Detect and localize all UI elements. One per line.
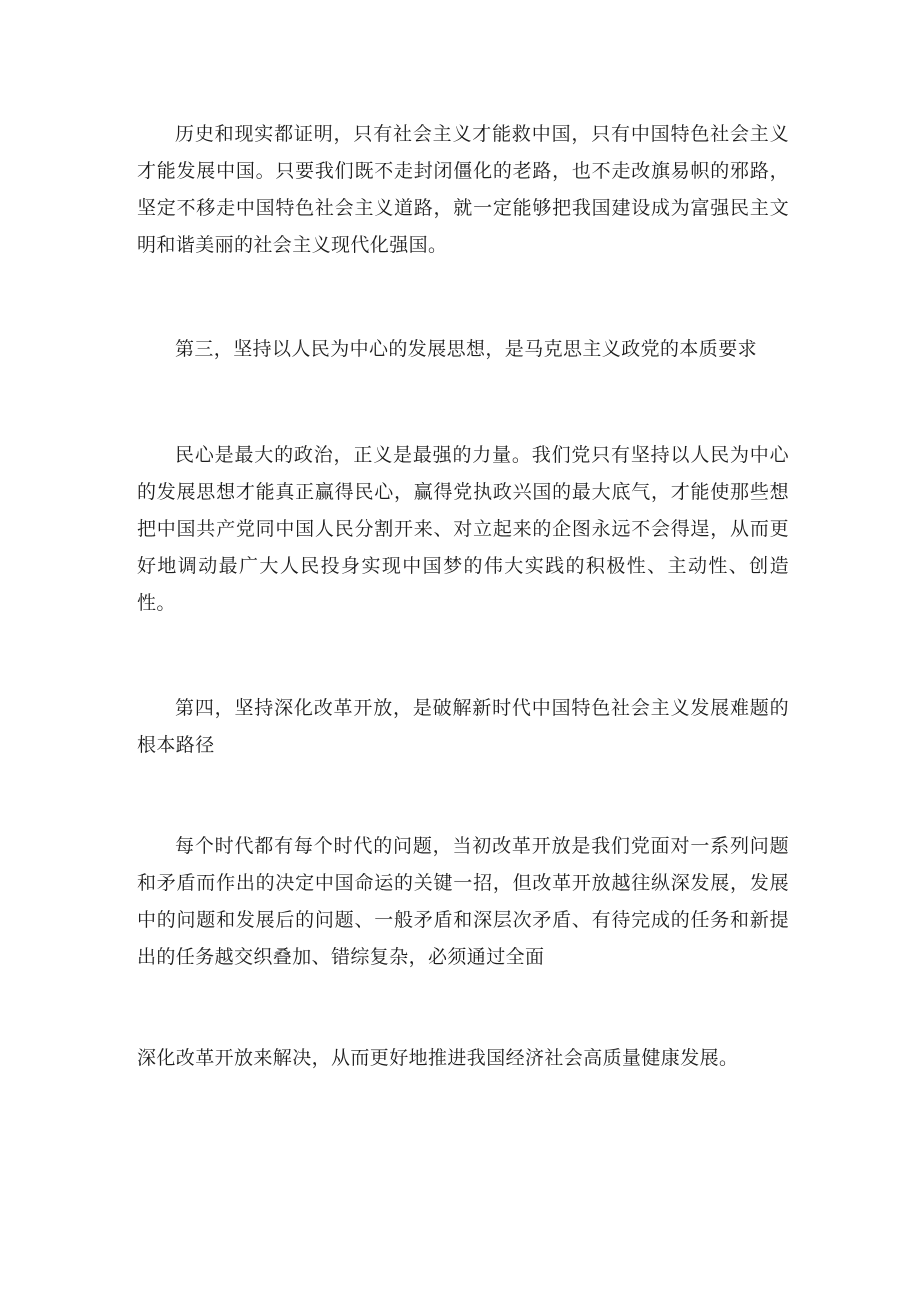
paragraph-reform-problems: 每个时代都有每个时代的问题，当初改革开放是我们党面对一系列问题和矛盾而作出的决定中国命运的关键一招，但改革开放越往纵深发展，发展中的问题和发展后的问题、一般矛盾和深层次矛盾、有待完成的任务和新提出的任务越交织叠加、错综复杂，必须通过全面	[137, 835, 789, 968]
heading-fourth-point: 第四，坚持深化改革开放，是破解新时代中国特色社会主义发展难题的根本路径	[137, 697, 789, 756]
heading-third-point: 第三，坚持以人民为中心的发展思想，是马克思主义政党的本质要求	[175, 338, 758, 360]
paragraph-reform-continuation: 深化改革开放来解决，从而更好地推进我国经济社会高质量健康发展。	[137, 1047, 739, 1069]
paragraph-people-centered: 民心是最大的政治，正义是最强的力量。我们党只有坚持以人民为中心的发展思想才能真正赢得民心，赢得党执政兴国的最大底气，才能使那些想把中国共产党同中国人民分割开来、对立起来的企图永远不会得逞，从而更好地调动最广大人民投身实现中国梦的伟大实践的积极性、主动性、创造性。	[137, 444, 789, 614]
paragraph-history-proof: 历史和现实都证明，只有社会主义才能救中国，只有中国特色社会主义才能发展中国。只要我们既不走封闭僵化的老路，也不走改旗易帜的邪路，坚定不移走中国特色社会主义道路，就一定能够把我国建设成为富强民主文明和谐美丽的社会主义现代化强国。	[137, 123, 789, 256]
